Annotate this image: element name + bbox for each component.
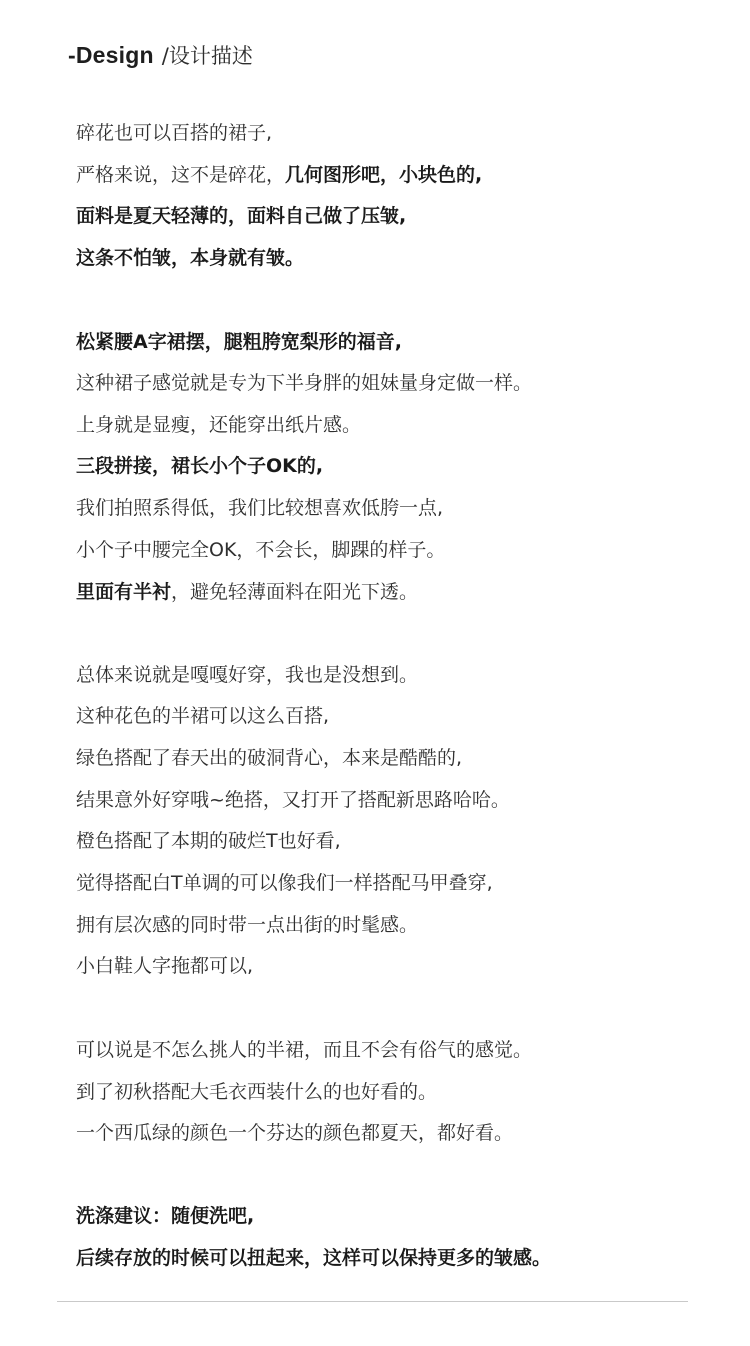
highlighted-text (76, 451, 323, 481)
text-line (76, 160, 482, 190)
text-line (76, 535, 445, 565)
text-line (76, 451, 323, 481)
text-line (76, 785, 510, 815)
text-line (76, 1118, 513, 1148)
highlighted-text (76, 243, 304, 273)
text-line (76, 577, 418, 607)
text-line (76, 910, 418, 940)
text-line (76, 327, 402, 357)
text-segment (76, 1118, 513, 1148)
text-line (76, 743, 462, 773)
text-segment-label: 后续存放的时候可以扭起来，这样可以保持更多的皱感。 (76, 1247, 552, 1269)
text-segment-label: 这条不怕皱，本身就有皱。 (76, 247, 305, 269)
text-segment (76, 785, 510, 815)
text-segment-label: 橙色搭配了本期的破烂T也好看, (76, 830, 341, 852)
text-line (76, 826, 341, 856)
text-line (76, 868, 493, 898)
bold-text (76, 1201, 254, 1231)
text-line (76, 201, 406, 231)
text-line (76, 1035, 532, 1065)
text-line (76, 660, 418, 690)
text-segment-label: 绿色搭配了春天出的破洞背心，本来是酷酷的, (76, 747, 463, 769)
text-line (76, 701, 329, 731)
text-segment-label: ，避免轻薄面料在阳光下透。 (171, 581, 419, 603)
bold-text (76, 1243, 551, 1273)
text-segment-label: 我们拍照系得低，我们比较想喜欢低胯一点, (76, 497, 444, 519)
text-segment-label: 小白鞋人字拖都可以, (76, 955, 254, 977)
highlighted-text (285, 160, 482, 190)
text-segment-label: 里面有半衬 (76, 581, 172, 603)
text-segment-label: 松紧腰A字裙摆，腿粗胯宽梨形的福音, (76, 331, 402, 353)
text-segment-label: 严格来说，这不是碎花， (76, 164, 286, 186)
text-segment (76, 660, 418, 690)
text-line (76, 1243, 551, 1273)
text-segment (76, 826, 341, 856)
bottom-divider (57, 1301, 688, 1302)
text-segment (76, 1035, 532, 1065)
text-segment-label: 碎花也可以百搭的裙子, (76, 122, 273, 144)
highlighted-text (76, 201, 406, 231)
text-segment (76, 493, 443, 523)
text-segment (76, 701, 329, 731)
text-segment-label: 觉得搭配白T单调的可以像我们一样搭配马甲叠穿, (76, 872, 493, 894)
text-segment (76, 535, 445, 565)
highlighted-text (76, 577, 171, 607)
text-segment (171, 577, 418, 607)
text-line (76, 493, 443, 523)
text-line (76, 410, 361, 440)
text-line (76, 243, 304, 273)
text-line (76, 118, 272, 148)
text-segment (76, 118, 272, 148)
text-segment-label: 这种花色的半裙可以这么百搭, (76, 705, 330, 727)
header-title-en: -Design (68, 42, 154, 68)
text-line (76, 1201, 254, 1231)
text-segment (76, 951, 253, 981)
text-segment-label: 面料是夏天轻薄的，面料自己做了压皱, (76, 205, 407, 227)
text-segment (76, 910, 418, 940)
text-segment-label: 结果意外好穿哦~绝搭，又打开了搭配新思路哈哈。 (76, 789, 510, 811)
highlighted-text (76, 327, 402, 357)
text-segment (76, 868, 493, 898)
text-segment (76, 160, 285, 190)
text-segment (76, 368, 532, 398)
text-line (76, 1077, 437, 1107)
text-segment-label: 拥有层次感的同时带一点出街的时髦感。 (76, 914, 419, 936)
text-line (76, 951, 253, 981)
header-title-cn: /设计描述 (161, 44, 253, 68)
text-segment (76, 410, 361, 440)
text-segment-label: 到了初秋搭配大毛衣西装什么的也好看的。 (76, 1081, 438, 1103)
text-segment-label: 总体来说就是嘎嘎好穿，我也是没想到。 (76, 664, 419, 686)
text-segment-label: 这种裙子感觉就是专为下半身胖的姐妹量身定做一样。 (76, 372, 533, 394)
text-segment (76, 743, 462, 773)
text-segment (76, 1077, 437, 1107)
text-segment-label: 小个子中腰完全OK，不会长，脚踝的样子。 (76, 539, 446, 561)
text-line (76, 368, 532, 398)
text-segment-label: 一个西瓜绿的颜色一个芬达的颜色都夏天，都好看。 (76, 1122, 514, 1144)
section-header (68, 40, 253, 74)
text-segment-label: 洗涤建议：随便洗吧, (76, 1205, 255, 1227)
text-segment-label: 几何图形吧，小块色的, (285, 164, 483, 186)
text-segment-label: 三段拼接，裙长小个子OK的, (76, 455, 324, 477)
text-segment-label: 可以说是不怎么挑人的半裙，而且不会有俗气的感觉。 (76, 1039, 533, 1061)
text-segment-label: 上身就是显瘦，还能穿出纸片感。 (76, 414, 362, 436)
